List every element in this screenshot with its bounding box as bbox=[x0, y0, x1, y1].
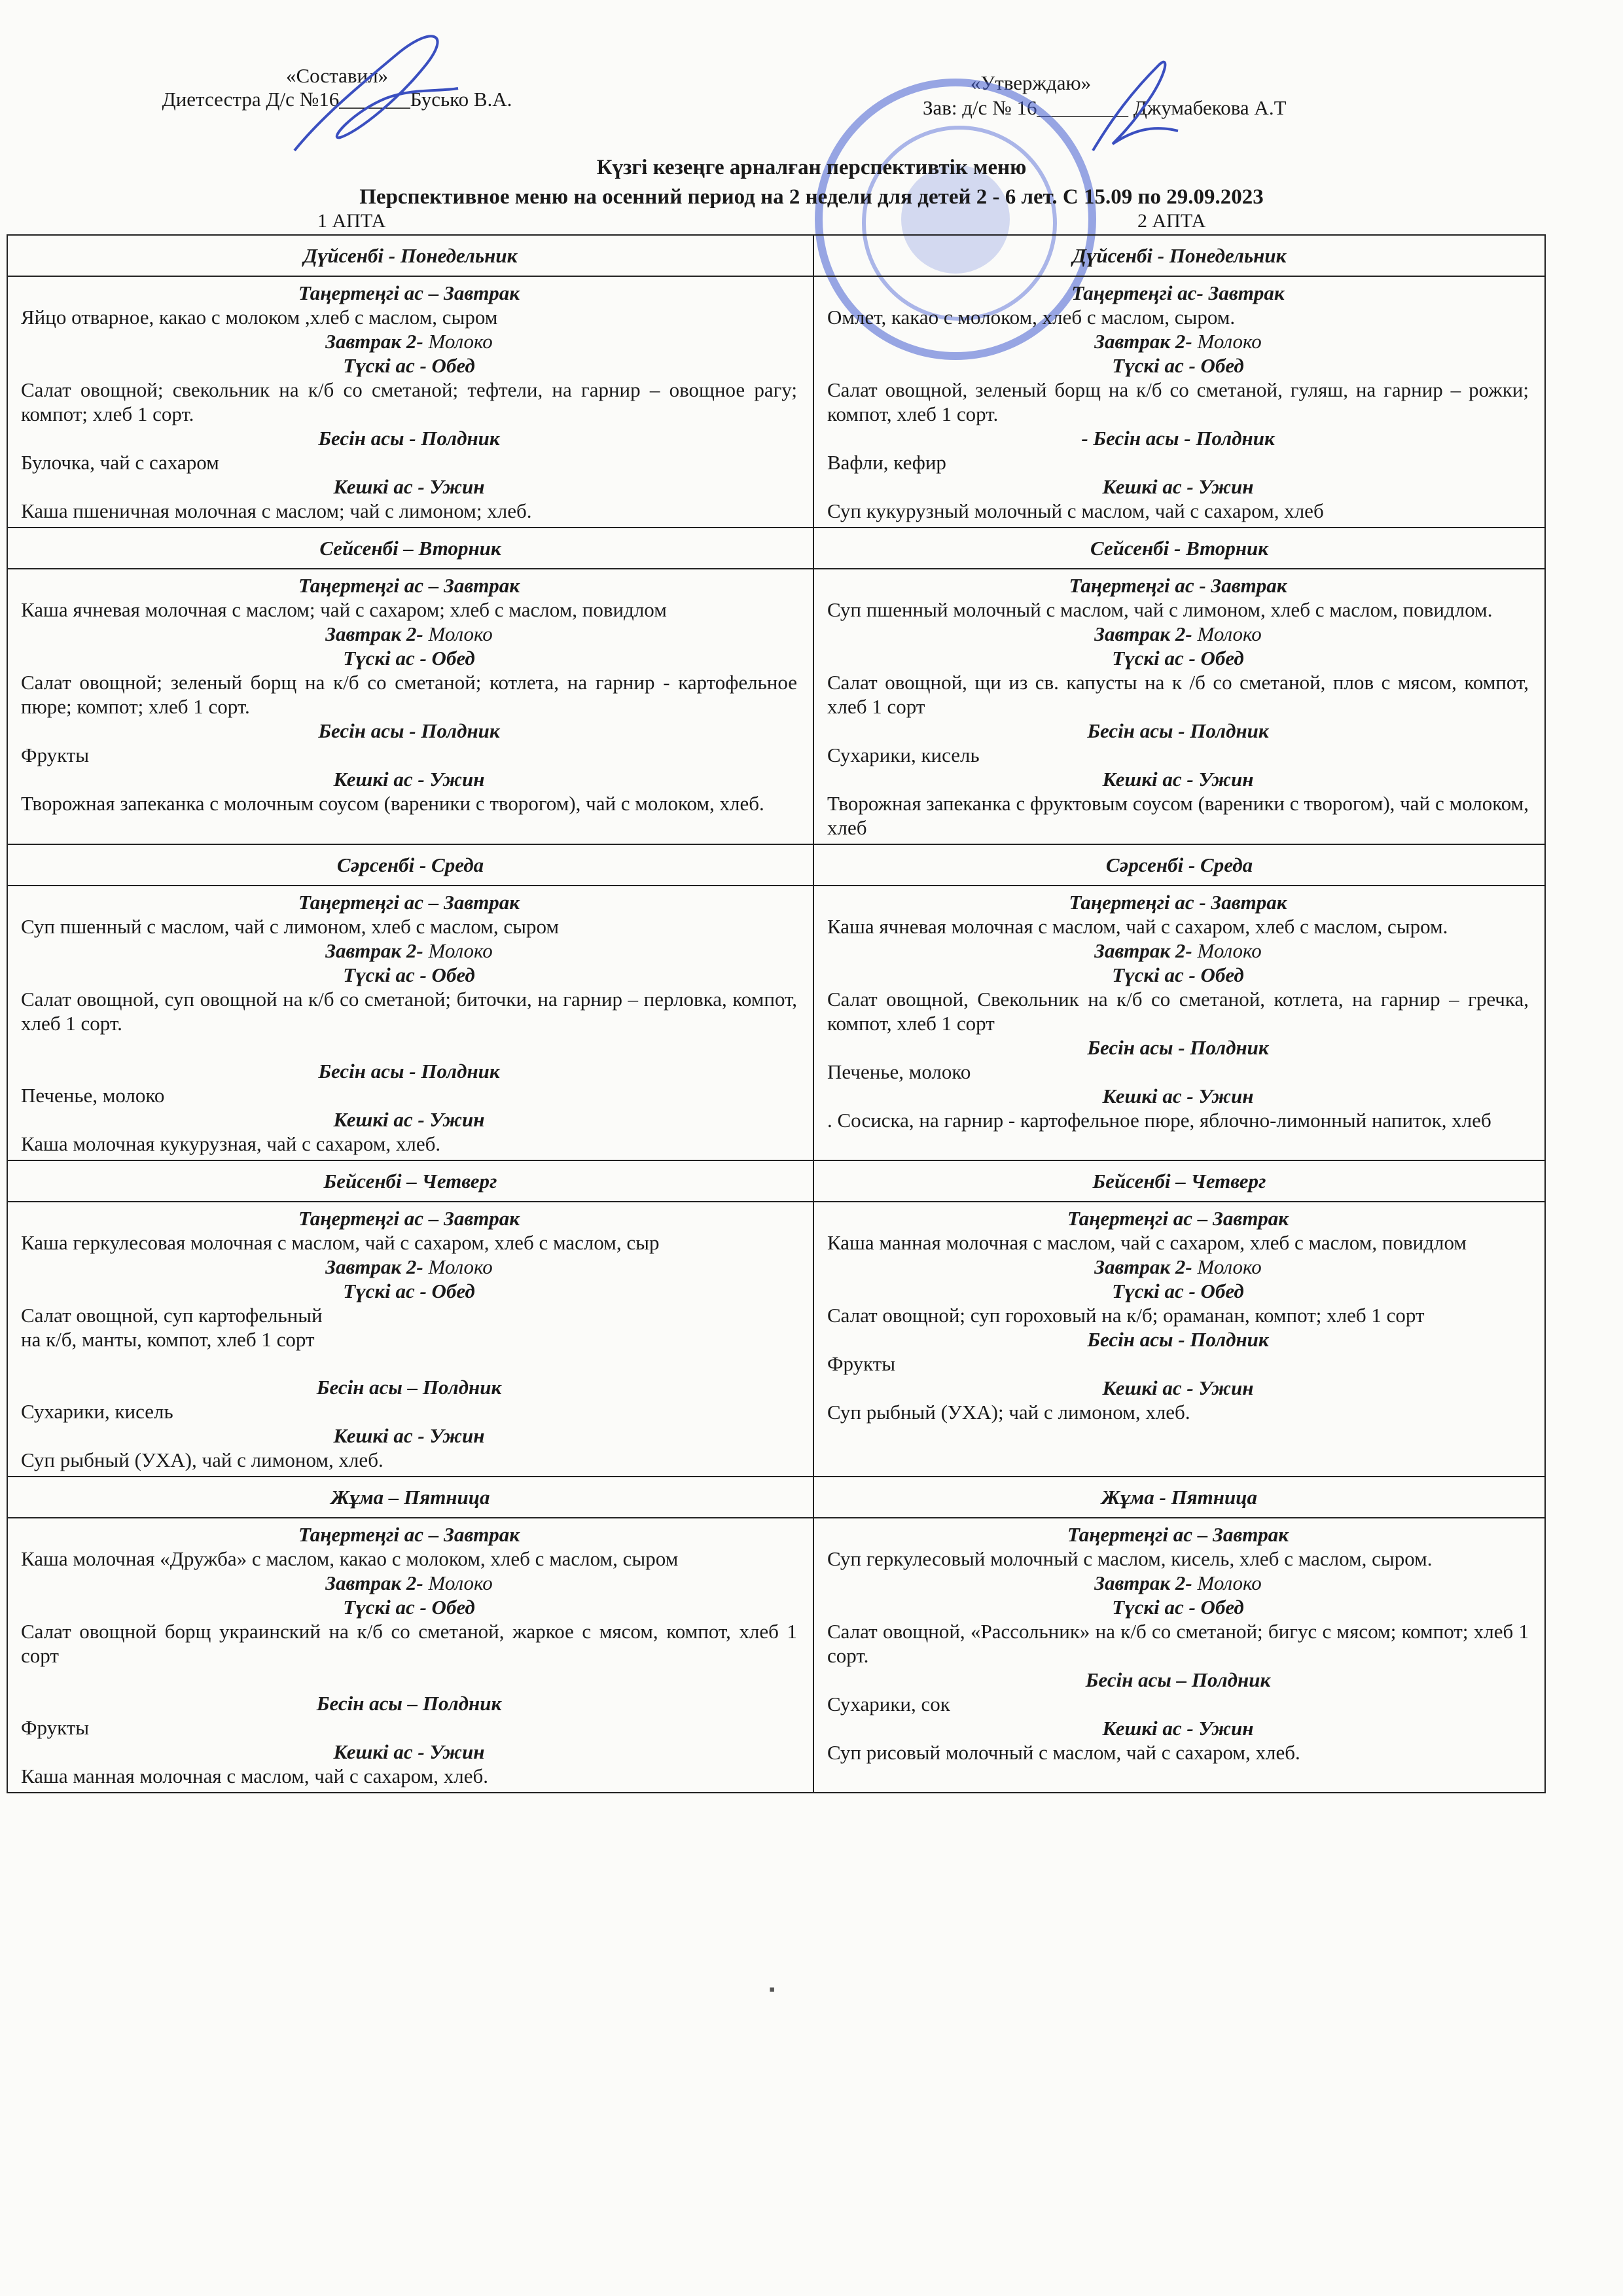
dinner-heading: Кешкі ас - Ужин bbox=[1102, 768, 1254, 791]
milk-line: Завтрак 2- Молоко bbox=[325, 330, 493, 353]
milk-line: Завтрак 2- Молоко bbox=[325, 1255, 493, 1278]
breakfast-items: Каша ячневая молочная с маслом, чай с сахаром, хлеб с маслом, сыром. bbox=[827, 915, 1448, 938]
snack-heading: - Бесін асы - Полдник bbox=[1081, 427, 1275, 450]
day-name-week1: Дүйсенбі - Понедельник bbox=[7, 235, 813, 276]
dinner-items: Каша пшеничная молочная с маслом; чай с лимоном; хлеб. bbox=[21, 499, 532, 522]
snack-heading: Бесін асы - Полдник bbox=[1087, 1328, 1269, 1351]
snack-heading: Бесін асы - Полдник bbox=[318, 427, 500, 450]
day-header-row bbox=[7, 1160, 1545, 1202]
breakfast-items: Суп пшенный молочный с маслом, чай с лимоном, хлеб с маслом, повидлом. bbox=[827, 598, 1493, 621]
lunch-items: Салат овощной, Свекольник на к/б со сметаной, котлета, на гарнир – гречка, компот, хлеб 1 сорт bbox=[827, 988, 1529, 1035]
menu-table bbox=[7, 234, 1546, 1793]
day-menu-row bbox=[7, 569, 1545, 844]
lunch-heading: Түскі ас - Обед bbox=[343, 354, 475, 377]
snack-items: Вафли, кефир bbox=[827, 451, 946, 474]
lunch-items: Салат овощной, щи из св. капусты на к /б со сметаной, плов с мясом, компот, хлеб 1 сорт bbox=[827, 671, 1529, 718]
snack-heading: Бесін асы - Полдник bbox=[318, 719, 500, 742]
lunch-items: Салат овощной; свекольник на к/б со сметаной; тефтели, на гарнир – овощное рагу; компот; хлеб 1 сорт. bbox=[21, 378, 797, 425]
day-header-row bbox=[7, 528, 1545, 569]
dinner-items: . Сосиска, на гарнир - картофельное пюре, яблочно-лимонный напиток, хлеб bbox=[827, 1109, 1491, 1132]
dinner-heading: Кешкі ас - Ужин bbox=[1102, 1717, 1254, 1740]
snack-heading: Бесін асы - Полдник bbox=[1087, 719, 1269, 742]
breakfast-items: Каша молочная «Дружба» с маслом, какао с молоком, хлеб с маслом, сыром bbox=[21, 1547, 679, 1570]
milk-line: Завтрак 2- Молоко bbox=[1094, 1255, 1262, 1278]
day-name-week2: Жұма - Пятница bbox=[813, 1477, 1545, 1518]
menu-cell-week2 bbox=[813, 1518, 1545, 1793]
compiled-by-line: Диетсестра Д/с №16_______Бусько В.А. bbox=[162, 88, 512, 111]
snack-heading: Бесін асы – Полдник bbox=[316, 1692, 502, 1715]
menu-cell-week2 bbox=[813, 276, 1545, 528]
day-name-week2: Бейсенбі – Четверг bbox=[813, 1160, 1545, 1202]
breakfast-heading: Таңертеңгі ас – Завтрак bbox=[298, 574, 520, 597]
menu-cell-week1 bbox=[7, 276, 813, 528]
dinner-items: Суп рисовый молочный с маслом, чай с сахаром, хлеб. bbox=[827, 1741, 1300, 1764]
day-header-row bbox=[7, 844, 1545, 886]
dinner-heading: Кешкі ас - Ужин bbox=[333, 475, 485, 498]
breakfast-items: Яйцо отварное, какао с молоком ,хлеб с маслом, сыром bbox=[21, 306, 498, 329]
lunch-heading: Түскі ас - Обед bbox=[1112, 647, 1244, 670]
dinner-heading: Кешкі ас - Ужин bbox=[1102, 1085, 1254, 1107]
snack-items: Сухарики, кисель bbox=[21, 1400, 173, 1423]
snack-items: Фрукты bbox=[21, 1716, 90, 1739]
day-name-week2: Сәрсенбі - Среда bbox=[813, 844, 1545, 886]
dinner-items: Суп рыбный (УХА), чай с лимоном, хлеб. bbox=[21, 1448, 383, 1471]
lunch-items: Салат овощной, «Рассольник» на к/б со сметаной; бигус с мясом; компот; хлеб 1 сорт. bbox=[827, 1620, 1529, 1667]
day-menu-row bbox=[7, 276, 1545, 528]
lunch-heading: Түскі ас - Обед bbox=[343, 647, 475, 670]
snack-heading: Бесін асы - Полдник bbox=[1087, 1036, 1269, 1059]
breakfast-items: Каша геркулесовая молочная с маслом, чай с сахаром, хлеб с маслом, сыр bbox=[21, 1231, 660, 1254]
breakfast-heading: Таңертеңгі ас – Завтрак bbox=[298, 281, 520, 304]
snack-items: Фрукты bbox=[21, 744, 90, 766]
dinner-heading: Кешкі ас - Ужин bbox=[333, 768, 485, 791]
snack-items: Сухарики, сок bbox=[827, 1693, 950, 1715]
dinner-heading: Кешкі ас - Ужин bbox=[333, 1424, 485, 1447]
dinner-items: Творожная запеканка с фруктовым соусом (вареники с творогом), чай с молоком, хлеб bbox=[827, 792, 1529, 839]
lunch-items: Салат овощной, суп овощной на к/б со сметаной; биточки, на гарнир – перловка, компот, хлеб 1 сорт. bbox=[21, 988, 797, 1035]
lunch-heading: Түскі ас - Обед bbox=[1112, 354, 1244, 377]
snack-items: Сухарики, кисель bbox=[827, 744, 980, 766]
milk-line: Завтрак 2- Молоко bbox=[1094, 622, 1262, 645]
title-ru: Перспективное меню на осенний период на 2 недели для детей 2 - 6 лет. С 15.09 по 29.09.2023 bbox=[359, 185, 1264, 209]
lunch-heading: Түскі ас - Обед bbox=[1112, 1280, 1244, 1302]
day-name-week2: Сейсенбі - Вторник bbox=[813, 528, 1545, 569]
breakfast-items: Суп геркулесовый молочный с маслом, кисель, хлеб с маслом, сыром. bbox=[827, 1547, 1433, 1570]
milk-line: Завтрак 2- Молоко bbox=[325, 622, 493, 645]
dinner-items: Суп кукурузный молочный с маслом, чай с сахаром, хлеб bbox=[827, 499, 1324, 522]
menu-cell-week2 bbox=[813, 569, 1545, 844]
lunch-items: Салат овощной, суп картофельный на к/б, манты, компот, хлеб 1 сорт bbox=[21, 1304, 323, 1351]
scan-mark: ▪ bbox=[769, 1980, 776, 1999]
milk-line: Завтрак 2- Молоко bbox=[1094, 939, 1262, 962]
snack-items: Печенье, молоко bbox=[21, 1084, 165, 1107]
snack-items: Булочка, чай с сахаром bbox=[21, 451, 219, 474]
menu-cell-week1 bbox=[7, 569, 813, 844]
lunch-heading: Түскі ас - Обед bbox=[343, 963, 475, 986]
dinner-heading: Кешкі ас - Ужин bbox=[333, 1108, 485, 1131]
day-header-row bbox=[7, 235, 1545, 276]
day-menu-row bbox=[7, 886, 1545, 1160]
dinner-items: Каша молочная кукурузная, чай с сахаром, хлеб. bbox=[21, 1132, 441, 1155]
lunch-heading: Түскі ас - Обед bbox=[343, 1280, 475, 1302]
title-kz: Күзгі кезеңге арналған перспективтік меню bbox=[596, 156, 1027, 179]
lunch-items: Салат овощной борщ украинский на к/б со сметаной, жаркое с мясом, компот, хлеб 1 сорт bbox=[21, 1620, 797, 1667]
breakfast-heading: Таңертеңгі ас – Завтрак bbox=[298, 1523, 520, 1546]
day-name-week2: Дүйсенбі - Понедельник bbox=[813, 235, 1545, 276]
dinner-heading: Кешкі ас - Ужин bbox=[1102, 1376, 1254, 1399]
day-header-row bbox=[7, 1477, 1545, 1518]
dinner-items: Суп рыбный (УХА); чай с лимоном, хлеб. bbox=[827, 1401, 1190, 1424]
snack-items: Фрукты bbox=[827, 1352, 896, 1375]
day-name-week1: Бейсенбі – Четверг bbox=[7, 1160, 813, 1202]
week-2-label: 2 АПТА bbox=[1137, 210, 1206, 232]
lunch-heading: Түскі ас - Обед bbox=[1112, 1596, 1244, 1619]
breakfast-items: Каша манная молочная с маслом, чай с сахаром, хлеб с маслом, повидлом bbox=[827, 1231, 1467, 1254]
day-menu-row bbox=[7, 1518, 1545, 1793]
day-menu-row bbox=[7, 1202, 1545, 1477]
dinner-items: Творожная запеканка с молочным соусом (вареники с творогом), чай с молоком, хлеб. bbox=[21, 792, 764, 815]
milk-line: Завтрак 2- Молоко bbox=[325, 939, 493, 962]
breakfast-items: Суп пшенный с маслом, чай с лимоном, хлеб с маслом, сыром bbox=[21, 915, 560, 938]
menu-cell-week1 bbox=[7, 1202, 813, 1477]
milk-line: Завтрак 2- Молоко bbox=[1094, 1571, 1262, 1594]
lunch-items: Салат овощной; суп гороховый на к/б; ораманан, компот; хлеб 1 сорт bbox=[827, 1304, 1425, 1327]
snack-heading: Бесін асы – Полдник bbox=[316, 1376, 502, 1399]
menu-cell-week1 bbox=[7, 886, 813, 1160]
dinner-heading: Кешкі ас - Ужин bbox=[333, 1740, 485, 1763]
day-name-week1: Жұма – Пятница bbox=[7, 1477, 813, 1518]
menu-cell-week2 bbox=[813, 1202, 1545, 1477]
breakfast-items: Омлет, какао с молоком, хлеб с маслом, сыром. bbox=[827, 306, 1236, 329]
breakfast-heading: Таңертеңгі ас – Завтрак bbox=[1067, 1523, 1289, 1546]
approved-by-block bbox=[923, 71, 1381, 120]
approved-by-line: Зав: д/с № 16_________ Джумабекова А.Т bbox=[923, 96, 1287, 119]
week-1-label: 1 АПТА bbox=[317, 210, 386, 232]
breakfast-heading: Таңертеңгі ас - Завтрак bbox=[1069, 574, 1287, 597]
menu-cell-week1 bbox=[7, 1518, 813, 1793]
breakfast-heading: Таңертеңгі ас – Завтрак bbox=[298, 1207, 520, 1230]
day-name-week1: Сәрсенбі - Среда bbox=[7, 844, 813, 886]
lunch-items: Салат овощной; зеленый борщ на к/б со сметаной; котлета, на гарнир - картофельное пюре; компот; хлеб 1 сорт. bbox=[21, 671, 797, 718]
breakfast-heading: Таңертеңгі ас – Завтрак bbox=[298, 891, 520, 914]
breakfast-heading: Таңертеңгі ас – Завтрак bbox=[1067, 1207, 1289, 1230]
breakfast-heading: Таңертеңгі ас- Завтрак bbox=[1071, 281, 1285, 304]
snack-heading: Бесін асы - Полдник bbox=[318, 1060, 500, 1083]
snack-heading: Бесін асы – Полдник bbox=[1085, 1668, 1271, 1691]
compiled-by-block bbox=[124, 64, 550, 111]
approved-label: «Утверждаю» bbox=[970, 71, 1092, 94]
milk-line: Завтрак 2- Молоко bbox=[325, 1571, 493, 1594]
milk-line: Завтрак 2- Молоко bbox=[1094, 330, 1262, 353]
lunch-heading: Түскі ас - Обед bbox=[343, 1596, 475, 1619]
dinner-heading: Кешкі ас - Ужин bbox=[1102, 475, 1254, 498]
compiled-label: «Составил» bbox=[285, 64, 389, 87]
dinner-items: Каша манная молочная с маслом, чай с сахаром, хлеб. bbox=[21, 1765, 488, 1787]
menu-cell-week2 bbox=[813, 886, 1545, 1160]
lunch-items: Салат овощной, зеленый борщ на к/б со сметаной, гуляш, на гарнир – рожки; компот, хлеб 1 сорт. bbox=[827, 378, 1529, 425]
day-name-week1: Сейсенбі – Вторник bbox=[7, 528, 813, 569]
breakfast-heading: Таңертеңгі ас - Завтрак bbox=[1069, 891, 1287, 914]
breakfast-items: Каша ячневая молочная с маслом; чай с сахаром; хлеб с маслом, повидлом bbox=[21, 598, 667, 621]
lunch-heading: Түскі ас - Обед bbox=[1112, 963, 1244, 986]
snack-items: Печенье, молоко bbox=[827, 1060, 971, 1083]
